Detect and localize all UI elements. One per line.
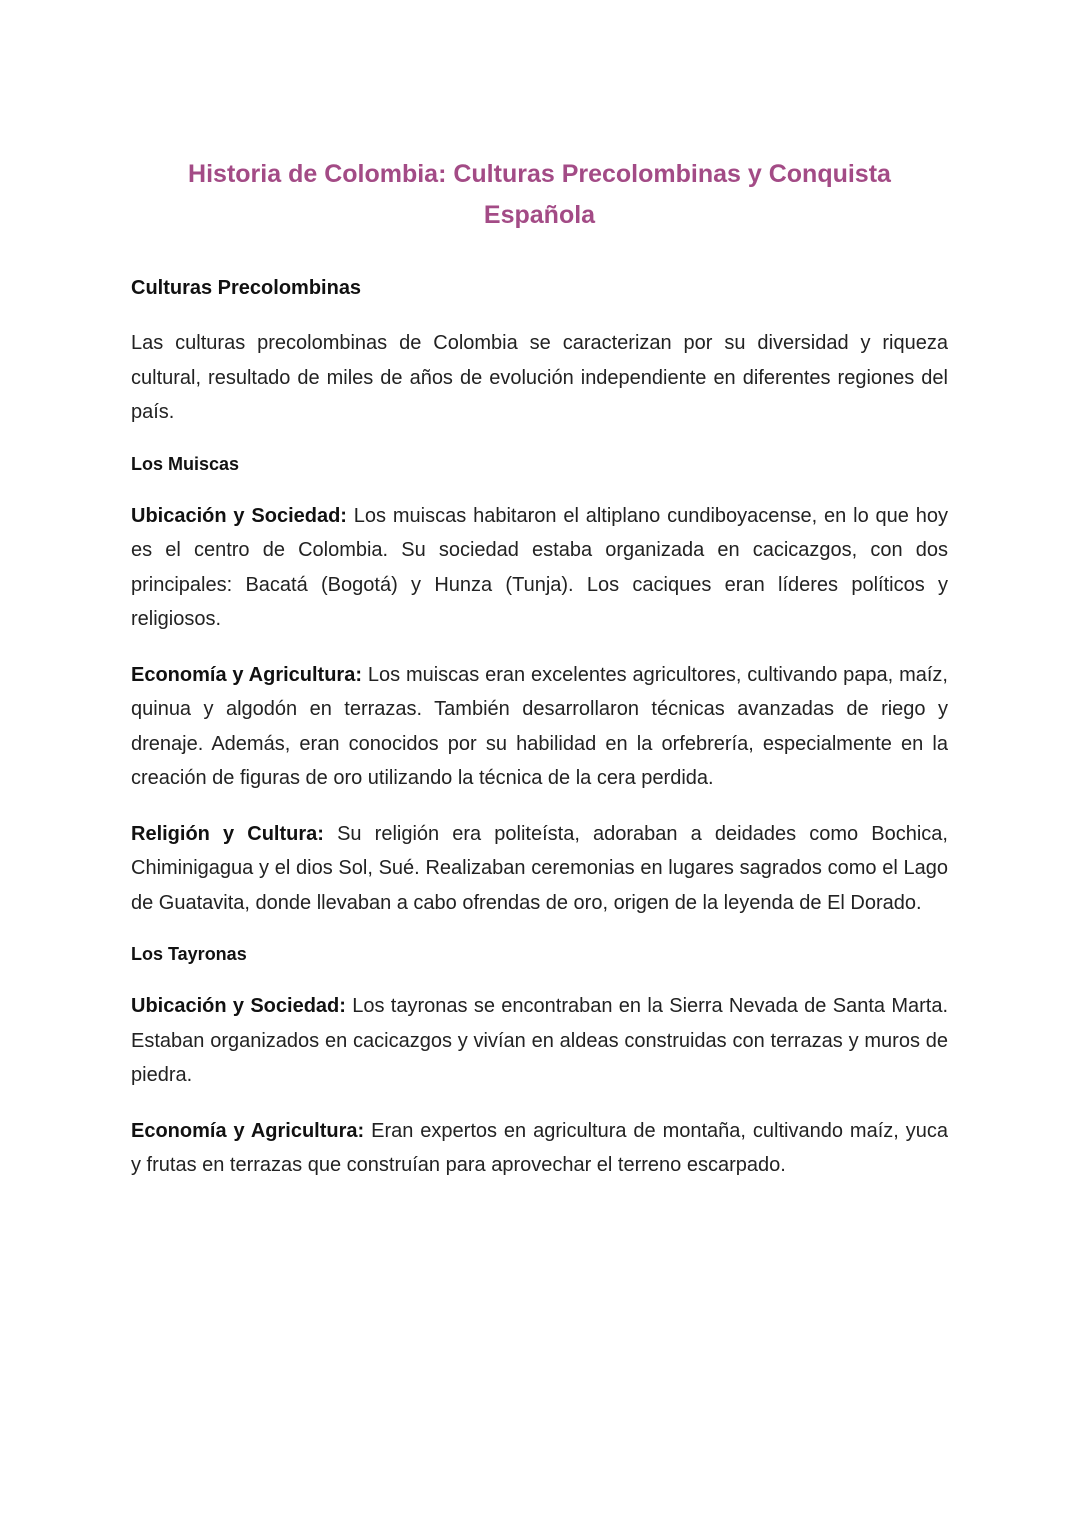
paragraph-label: Religión y Cultura: (131, 822, 324, 845)
intro-paragraph: Las culturas precolombinas de Colombia se caracterizan por su diversidad y riqueza cultural, resultado de miles de años de evolución independiente en diferentes regiones del país. (131, 332, 948, 423)
paragraph-text: Eran expertos en agricultura de montaña, cultivando maíz, yuca y frutas en terrazas que construían para aprovechar el terreno escarpado. (131, 1119, 948, 1176)
subheading-muiscas: Los Muiscas (131, 453, 240, 474)
paragraph-text: Su religión era politeísta, adoraban a deidades como Bochica, Chiminigagua y el dios Sol, Sué. Realizaban ceremonias en lugares sagrados como el Lago de Guatavita, donde llevaban a cabo ofrendas de oro, origen de la leyenda de El Dorado. (131, 822, 948, 914)
tayronas-economia-paragraph (131, 1114, 948, 1183)
paragraph-text: Los tayronas se encontraban en la Sierra Nevada de Santa Marta. Estaban organizados en cacicazgos y vivían en aldeas construidas con terrazas y muros de piedra. (131, 995, 948, 1086)
subheading-tayronas: Los Tayronas (131, 944, 247, 964)
paragraph-label: Ubicación y Sociedad: (131, 504, 347, 527)
section-heading: Culturas Precolombinas (131, 277, 362, 299)
document-title: Historia de Colombia: Culturas Precolombinas y Conquista Española (188, 160, 891, 229)
muiscas-religion-paragraph (131, 817, 948, 921)
paragraph-text: Los muiscas eran excelentes agricultores, cultivando papa, maíz, quinua y algodón en terrazas. También desarrollaron técnicas avanzadas de riego y drenaje. Además, eran conocidos por su habilidad en la orfebrería, especialmente en la creación de figuras de oro utilizando la técnica de la cera perdida. (131, 663, 948, 789)
muiscas-economia-paragraph (131, 658, 948, 796)
tayronas-ubicacion-paragraph (131, 989, 948, 1093)
paragraph-label: Economía y Agricultura: (131, 663, 362, 686)
paragraph-text: Los muiscas habitaron el altiplano cundiboyacense, en lo que hoy es el centro de Colombia. Su sociedad estaba organizada en cacicazgos, con dos principales: Bacatá (Bogotá) y Hunza (Tunja). Los caciques eran líderes políticos y religiosos. (131, 504, 948, 630)
paragraph-label: Ubicación y Sociedad: (131, 995, 346, 1017)
muiscas-ubicacion-paragraph (131, 499, 948, 637)
paragraph-label: Economía y Agricultura: (131, 1119, 365, 1142)
document-page (131, 154, 948, 1204)
